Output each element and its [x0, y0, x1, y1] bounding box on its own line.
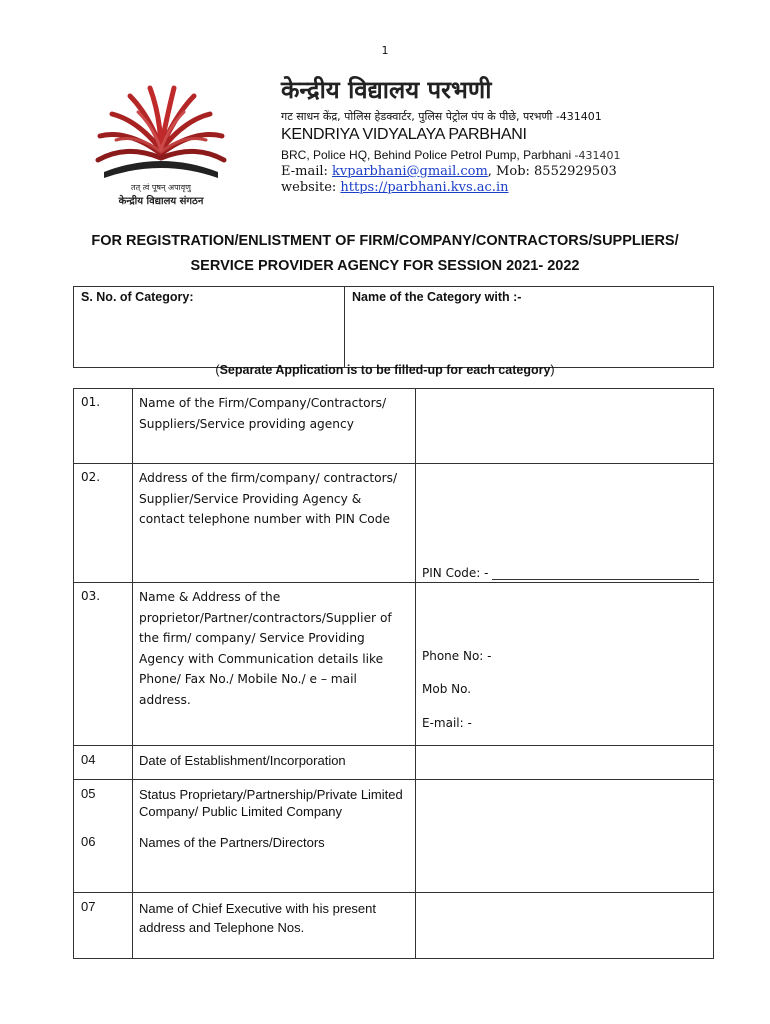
separate-application-note: (Separate Application is to be filled-up for each category)	[215, 363, 555, 377]
address-english: BRC, Police HQ, Behind Police Petrol Pump, Parbhani -431401	[281, 148, 621, 162]
email-link[interactable]: kvparbhani@gmail.com	[332, 164, 488, 179]
website-line: website: https://parbhani.kvs.ac.in	[281, 180, 509, 195]
form-row: 01. Name of the Firm/Company/Contractors/ Suppliers/Service providing agency	[74, 389, 714, 464]
pin-code-line: PIN Code: -	[422, 566, 699, 580]
category-name-cell[interactable]: Name of the Category with :-	[345, 287, 714, 368]
form-row: 04 Date of Establishment/Incorporation	[74, 746, 714, 780]
partners-field[interactable]	[416, 833, 714, 893]
form-row: 05 Status Proprietary/Partnership/Private Limited Company/ Public Limited Company	[74, 780, 714, 833]
contact-block	[281, 164, 617, 196]
firm-name-field[interactable]	[416, 389, 714, 464]
category-table	[73, 286, 714, 368]
form-row: 07 Name of Chief Executive with his present address and Telephone Nos.	[74, 893, 714, 959]
chief-executive-field[interactable]	[416, 893, 714, 959]
status-field[interactable]	[416, 780, 714, 833]
school-title-english: KENDRIYA VIDYALAYA PARBHANI	[281, 126, 527, 143]
address-hindi: गट साधन केंद्र, पोलिस हेडक्वार्टर, पुलिस पेट्रोल पंप के पीछे, परभणी -431401	[281, 110, 602, 123]
proprietor-details-field[interactable]	[416, 583, 714, 746]
school-title-hindi: केन्द्रीय विद्यालय परभणी	[281, 76, 492, 104]
email-label: E-mail: -	[422, 716, 472, 730]
form-row: 02. Address of the firm/company/ contractors/ Supplier/Service Providing Agency & contact telephone number with PIN Code PIN Code: -	[74, 464, 714, 583]
mob-label: Mob No.	[422, 682, 472, 696]
establishment-date-field[interactable]	[416, 746, 714, 780]
website-link[interactable]: https://parbhani.kvs.ac.in	[340, 180, 509, 195]
category-number-cell[interactable]: S. No. of Category:	[74, 287, 345, 368]
registration-form-table	[73, 388, 714, 959]
form-row: 03. Name & Address of the proprietor/Partner/contractors/Supplier of the firm/ company/ Service Providing Agency with Communication details like Phone/ Fax No./ Mobile No./ e – mail address. Phone No: - Mob No. E-mail: -	[74, 583, 714, 746]
form-title: FOR REGISTRATION/ENLISTMENT OF FIRM/COMPANY/CONTRACTORS/SUPPLIERS/ SERVICE PROVIDER AGENCY FOR SESSION 2021- 2022	[91, 233, 679, 274]
form-row: 06 Names of the Partners/Directors	[74, 833, 714, 893]
pin-code-blank[interactable]	[492, 567, 699, 580]
page-number: 1	[381, 44, 389, 57]
logo-motto: तत् त्वं पूषन् अपावृणु	[131, 183, 191, 192]
phone-label: Phone No: -	[422, 649, 492, 663]
email-line: E-mail: kvparbhani@gmail.com, Mob: 8552929503	[281, 164, 617, 179]
logo-org: केन्द्रीय विद्यालय संगठन	[118, 196, 204, 207]
kvs-logo	[76, 80, 246, 210]
address-field[interactable]	[416, 464, 714, 583]
